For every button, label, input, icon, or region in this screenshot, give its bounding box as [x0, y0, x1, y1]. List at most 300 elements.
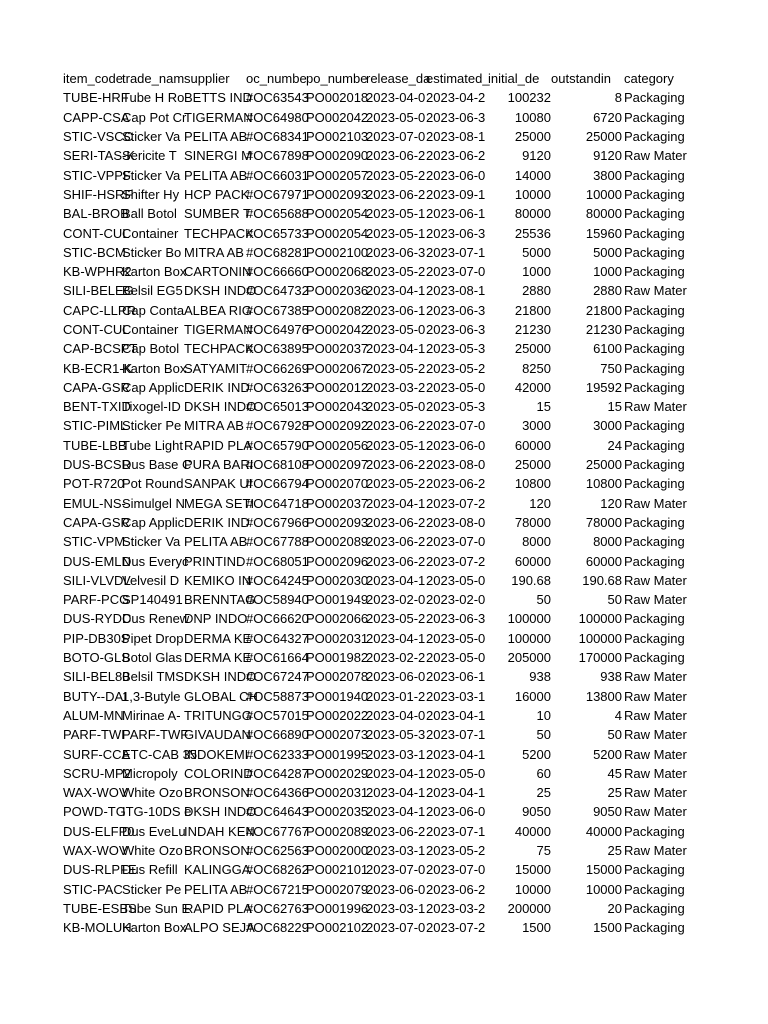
table-cell: Packaging	[624, 264, 685, 280]
table-cell: 8	[614, 90, 622, 106]
table-cell: 5200	[522, 746, 551, 762]
table-cell: PARF-PCG	[63, 592, 130, 608]
table-cell: 4	[614, 707, 622, 723]
table-cell: 2023-06-2	[366, 534, 426, 550]
table-cell: Packaging	[624, 167, 685, 183]
table-cell: Packaging	[624, 302, 685, 318]
table-cell: 2023-05-2	[366, 167, 426, 183]
table-cell: 2023-07-2	[426, 920, 486, 936]
table-cell: PO001982	[306, 650, 369, 666]
table-cell: Tube H Ro	[122, 90, 185, 106]
table-cell: KB-MOLUH	[63, 920, 132, 936]
table-cell: KB-WPHR2	[63, 264, 132, 280]
table-cell: Packaging	[624, 244, 685, 260]
table-cell: #OC64980	[246, 109, 309, 125]
table-cell: 2023-03-1	[366, 843, 426, 859]
table-cell: #OC66620	[246, 611, 309, 627]
table-cell: PO002000	[306, 843, 369, 859]
table-cell: 190.68	[511, 572, 551, 588]
header-cell: supplier	[184, 71, 230, 87]
table-cell: 10000	[514, 186, 551, 202]
table-cell: PO002037	[306, 341, 369, 357]
table-cell: Packaging	[624, 823, 685, 839]
table-cell: 2023-05-2	[426, 843, 486, 859]
table-cell: Packaging	[624, 920, 685, 936]
table-row	[63, 783, 763, 802]
table-cell: SP140491	[122, 592, 183, 608]
table-row	[63, 918, 763, 937]
table-cell: Packaging	[624, 90, 685, 106]
table-cell: 21800	[514, 302, 551, 318]
table-cell: PARF-TWF	[63, 727, 130, 743]
table-row	[63, 165, 763, 184]
table-cell: #OC64287	[246, 765, 309, 781]
table-cell: 10080	[514, 109, 551, 125]
table-row	[63, 899, 763, 918]
table-cell: PO002073	[306, 727, 369, 743]
table-cell: #OC58940	[246, 592, 309, 608]
table-cell: Velvesil D	[122, 572, 180, 588]
table-cell: #OC63895	[246, 341, 309, 357]
table-row	[63, 262, 763, 281]
table-cell: 2023-06-3	[426, 611, 486, 627]
table-cell: 120	[600, 495, 622, 511]
table-cell: Packaging	[624, 379, 685, 395]
table-cell: TRITUNGG	[184, 707, 252, 723]
table-cell: Packaging	[624, 553, 685, 569]
table-cell: 2023-07-0	[426, 418, 486, 434]
table-row	[63, 590, 763, 609]
table-cell: 10	[536, 707, 551, 723]
table-cell: 80000	[585, 206, 622, 222]
table-cell: Container	[122, 225, 179, 241]
table-cell: Packaging	[624, 360, 685, 376]
table-cell: DUS-EMLN	[63, 553, 131, 569]
table-cell: 2023-05-0	[426, 630, 486, 646]
table-cell: Packaging	[624, 129, 685, 145]
table-cell: PO002100	[306, 244, 369, 260]
table-body	[63, 88, 763, 937]
header-cell: category	[624, 71, 674, 87]
table-cell: 2023-04-1	[366, 283, 426, 299]
table-cell: DKSH INDO	[184, 804, 257, 820]
table-cell: Raw Mater	[624, 572, 687, 588]
table-cell: Shifter Hy	[122, 186, 180, 202]
table-cell: Packaging	[624, 611, 685, 627]
table-cell: PO002054	[306, 225, 369, 241]
table-cell: SILI-BELEG	[63, 283, 134, 299]
table-cell: PO002101	[306, 862, 369, 878]
table-cell: Botol Glas	[122, 650, 182, 666]
table-cell: 2023-03-2	[366, 379, 426, 395]
table-cell: Raw Mater	[624, 804, 687, 820]
table-cell: Dus Refill	[122, 862, 178, 878]
table-cell: 15	[536, 399, 551, 415]
table-cell: PO002036	[306, 283, 369, 299]
table-row	[63, 551, 763, 570]
table-cell: 25000	[585, 129, 622, 145]
table-cell: 50	[536, 592, 551, 608]
table-cell: Packaging	[624, 476, 685, 492]
table-cell: Pot Round	[122, 476, 184, 492]
table-cell: 2023-06-2	[366, 553, 426, 569]
table-cell: #OC68341	[246, 129, 309, 145]
table-cell: PO001995	[306, 746, 369, 762]
table-cell: #OC67247	[246, 669, 309, 685]
table-cell: 21230	[514, 322, 551, 337]
table-row	[63, 88, 763, 107]
table-cell: 2023-04-1	[366, 765, 426, 781]
table-cell: Raw Mater	[624, 148, 687, 164]
table-cell: PO002096	[306, 553, 369, 569]
table-cell: DERIK IND	[184, 379, 250, 395]
table-cell: 80000	[514, 206, 551, 222]
table-cell: 6100	[593, 341, 622, 357]
table-cell: STIC-VPM	[63, 534, 126, 550]
table-cell: #OC67788	[246, 534, 309, 550]
table-cell: CAPA-GSR	[63, 514, 130, 530]
table-cell: Mirinae A-	[122, 707, 181, 723]
table-cell: 2023-03-2	[426, 900, 486, 916]
table-cell: PO001949	[306, 592, 369, 608]
table-cell: CAPA-GSR	[63, 379, 130, 395]
table-cell: Sticker Va	[122, 167, 181, 183]
table-cell: #OC66660	[246, 264, 309, 280]
table-cell: #OC65790	[246, 437, 309, 453]
table-cell: 25536	[514, 225, 551, 241]
table-cell: PO002103	[306, 129, 369, 145]
table-cell: 2023-04-1	[426, 707, 486, 723]
table-cell: #OC58873	[246, 688, 309, 704]
table-cell: #OC68262	[246, 862, 309, 878]
table-cell: EMUL-NS-	[63, 495, 126, 511]
table-cell: PO002035	[306, 804, 369, 820]
table-cell: 2023-07-0	[426, 264, 486, 280]
table-row	[63, 609, 763, 628]
table-cell: ALPO SEJA	[184, 920, 255, 936]
table-cell: PO002031	[306, 630, 369, 646]
table-cell: #OC67898	[246, 148, 309, 164]
table-cell: BETTS IND	[184, 90, 252, 106]
table-cell: Karton Box	[122, 920, 187, 936]
table-cell: STIC-BCM	[63, 244, 126, 260]
table-cell: 2023-06-2	[366, 148, 426, 164]
table-cell: BRENNTAG	[184, 592, 256, 608]
table-cell: CAPP-CSA	[63, 109, 130, 125]
table-cell: DUS-RYDC	[63, 611, 132, 627]
table-cell: 2023-08-1	[426, 283, 486, 299]
table-cell: #OC68108	[246, 457, 309, 473]
table-cell: 2023-05-3	[426, 399, 486, 415]
table-cell: 10000	[585, 186, 622, 202]
table-cell: PO002031	[306, 785, 369, 801]
table-cell: PO002018	[306, 90, 369, 106]
table-cell: Sticker Bo	[122, 244, 182, 260]
table-cell: PO002089	[306, 823, 369, 839]
table-cell: GIVAUDAN	[184, 727, 251, 743]
table-cell: #OC64718	[246, 495, 309, 511]
table-row	[63, 841, 763, 860]
table-cell: #OC57015	[246, 707, 309, 723]
table-cell: 9120	[522, 148, 551, 164]
table-cell: 25000	[514, 129, 551, 145]
table-cell: 45	[607, 765, 622, 781]
table-cell: 2023-06-3	[366, 244, 426, 260]
table-cell: 1,3-Butyle	[122, 688, 181, 704]
table-cell: Raw Mater	[624, 592, 687, 608]
table-cell: 9050	[593, 804, 622, 820]
table-cell: 2023-04-1	[366, 785, 426, 801]
table-cell: 8000	[522, 534, 551, 550]
table-cell: 15	[607, 399, 622, 415]
table-cell: DUS-BCSR	[63, 457, 131, 473]
table-cell: 16000	[514, 688, 551, 704]
table-cell: PO002057	[306, 167, 369, 183]
table-cell: PO002092	[306, 418, 369, 434]
table-cell: 1000	[593, 264, 622, 280]
table-cell: 2023-04-1	[366, 341, 426, 357]
table-cell: DKSH INDO	[184, 399, 257, 415]
table-cell: 50	[607, 592, 622, 608]
table-cell: TIGERMAN	[184, 109, 253, 125]
table-cell: PO002070	[306, 476, 369, 492]
table-cell: CARTONIN	[184, 264, 252, 280]
table-cell: #OC62563	[246, 843, 309, 859]
table-cell: Tube Light	[122, 437, 183, 453]
table-cell: KEMIKO IN	[184, 572, 252, 588]
table-cell: 3800	[593, 167, 622, 183]
table-cell: 750	[600, 360, 622, 376]
table-cell: 21230	[585, 322, 622, 337]
table-cell: PO002012	[306, 379, 369, 395]
table-cell: 3000	[522, 418, 551, 434]
table-cell: 10800	[585, 476, 622, 492]
table-cell: PO002022	[306, 707, 369, 723]
table-cell: TUBE-HRF	[63, 90, 129, 106]
table-cell: 2023-04-1	[366, 572, 426, 588]
table-cell: Raw Mater	[624, 843, 687, 859]
table-cell: 2023-04-1	[366, 495, 426, 511]
table-cell: #OC67767	[246, 823, 309, 839]
table-cell: 100000	[578, 611, 622, 627]
table-row	[63, 339, 763, 358]
table-cell: 2023-03-1	[366, 746, 426, 762]
table-cell: PO002093	[306, 514, 369, 530]
table-cell: 2023-06-0	[426, 167, 486, 183]
table-row	[63, 687, 763, 706]
table-row	[63, 648, 763, 667]
table-cell: Container	[122, 322, 179, 337]
table-cell: BUTY--DAI	[63, 688, 127, 704]
table-cell: 2023-03-1	[366, 900, 426, 916]
table-cell: ITG-10DS e	[122, 804, 192, 820]
table-cell: #OC63263	[246, 379, 309, 395]
table-cell: 2023-05-0	[426, 572, 486, 588]
table-cell: 2023-07-2	[426, 495, 486, 511]
table-cell: #OC64732	[246, 283, 309, 299]
table-cell: #OC67385	[246, 302, 309, 318]
table-cell: 8000	[593, 534, 622, 550]
table-row	[63, 146, 763, 165]
table-cell: 14000	[514, 167, 551, 183]
table-row	[63, 571, 763, 590]
table-cell: SERI-TAS-K	[63, 148, 135, 164]
table-cell: 2023-06-0	[426, 437, 486, 453]
table-cell: 2023-06-1	[426, 206, 486, 222]
table-cell: 938	[529, 669, 551, 685]
table-cell: DKSH INDO	[184, 669, 257, 685]
table-cell: Packaging	[624, 862, 685, 878]
table-cell: TECHPACK	[184, 341, 254, 357]
table-cell: 5000	[593, 244, 622, 260]
table-cell: 2023-05-3	[426, 341, 486, 357]
table-cell: PO002078	[306, 669, 369, 685]
table-cell: Sticker Va	[122, 129, 181, 145]
table-cell: #OC62333	[246, 746, 309, 762]
table-cell: 2023-06-0	[366, 881, 426, 897]
table-cell: 2023-08-0	[426, 457, 486, 473]
table-cell: Packaging	[624, 650, 685, 666]
table-row	[63, 185, 763, 204]
table-cell: 21800	[585, 302, 622, 318]
table-row	[63, 416, 763, 435]
table-row	[63, 629, 763, 648]
table-row	[63, 397, 763, 416]
table-cell: 2023-05-2	[366, 476, 426, 492]
table-cell: BAL-BROB	[63, 206, 129, 222]
table-cell: 13800	[585, 688, 622, 704]
table-cell: PO002067	[306, 360, 369, 376]
table-cell: 205000	[507, 650, 551, 666]
table-cell: 2023-06-3	[426, 225, 486, 241]
table-cell: 25	[607, 843, 622, 859]
table-cell: SILI-VLVDL	[63, 572, 131, 588]
table-cell: 120	[529, 495, 551, 511]
table-cell: Belsil TMS	[122, 669, 184, 685]
table-cell: ETC-CAB 35	[122, 746, 198, 762]
header-cell: oc_numbe	[246, 71, 307, 87]
table-cell: White Ozo	[122, 785, 183, 801]
table-cell: Sticker Va	[122, 534, 181, 550]
header-cell: trade_nam	[122, 71, 185, 87]
table-cell: BENT-TXID	[63, 399, 131, 415]
table-cell: BOTO-GLS	[63, 650, 130, 666]
table-cell: 2023-05-1	[366, 437, 426, 453]
table-cell: 2023-07-0	[426, 862, 486, 878]
table-cell: 2023-06-3	[426, 322, 486, 337]
table-cell: 2023-05-2	[366, 611, 426, 627]
table-cell: KALINGGA	[184, 862, 251, 878]
table-cell: 60000	[514, 553, 551, 569]
table-cell: Raw Mater	[624, 727, 687, 743]
table-cell: Pipet Drop	[122, 630, 184, 646]
table-cell: 2880	[593, 283, 622, 299]
table-cell: INDOKEMI	[184, 746, 249, 762]
header-cell: item_code	[63, 71, 123, 87]
table-cell: 2023-04-1	[366, 804, 426, 820]
table-cell: 60000	[514, 437, 551, 453]
table-cell: 2023-07-0	[366, 862, 426, 878]
table-cell: Cap Applic	[122, 514, 185, 530]
table-cell: POT-R720	[63, 476, 125, 492]
table-cell: ALUM-MN	[63, 707, 124, 723]
table-cell: PO002082	[306, 302, 369, 318]
table-cell: #OC65013	[246, 399, 309, 415]
table-row	[63, 494, 763, 513]
table-cell: 2023-08-0	[426, 514, 486, 530]
table-cell: DUS-ELFP0	[63, 823, 135, 839]
table-cell: DUS-RLPFE	[63, 862, 137, 878]
table-cell: 25	[536, 785, 551, 801]
table-cell: 2023-05-0	[426, 379, 486, 395]
table-cell: 2023-04-1	[366, 630, 426, 646]
table-cell: PIP-DB30S	[63, 630, 130, 646]
table-cell: #OC64366	[246, 785, 309, 801]
table-cell: ALBEA RIG	[184, 302, 252, 318]
table-row	[63, 706, 763, 725]
table-row	[63, 725, 763, 744]
table-cell: 50	[607, 727, 622, 743]
table-cell: 2023-06-2	[366, 457, 426, 473]
table-cell: Packaging	[624, 206, 685, 222]
table-cell: Raw Mater	[624, 688, 687, 704]
table-cell: Raw Mater	[624, 785, 687, 801]
table-cell: PO002030	[306, 572, 369, 588]
table-cell: #OC67215	[246, 881, 309, 897]
table-cell: DNP INDO	[184, 611, 248, 627]
table-cell: STIC-VSCC	[63, 129, 134, 145]
table-cell: Packaging	[624, 534, 685, 550]
table-cell: 3000	[593, 418, 622, 434]
table-cell: PO002029	[306, 765, 369, 781]
table-cell: 40000	[585, 823, 622, 839]
table-cell: 1000	[522, 264, 551, 280]
table-cell: CAPC-LLPR	[63, 302, 136, 318]
table-cell: PO002093	[306, 186, 369, 202]
table-cell: 2023-06-2	[366, 186, 426, 202]
table-cell: 15000	[585, 862, 622, 878]
table-cell: 50	[536, 727, 551, 743]
table-cell: 938	[600, 669, 622, 685]
table-cell: Raw Mater	[624, 707, 687, 723]
table-cell: 2023-06-2	[366, 418, 426, 434]
table-cell: SINERGI M	[184, 148, 252, 164]
table-cell: 9120	[593, 148, 622, 164]
table-cell: 9050	[522, 804, 551, 820]
table-cell: Packaging	[624, 186, 685, 202]
table-cell: Raw Mater	[624, 495, 687, 511]
table-cell: 20	[607, 900, 622, 916]
table-cell: Karton Box	[122, 360, 187, 376]
table-cell: Sticker Pe	[122, 881, 182, 897]
table-cell: Micropoly	[122, 765, 178, 781]
table-cell: PO002089	[306, 534, 369, 550]
table-cell: PELITA AB	[184, 881, 248, 897]
table-cell: 2023-04-1	[426, 746, 486, 762]
table-row	[63, 455, 763, 474]
table-cell: Packaging	[624, 109, 685, 125]
table-cell: PELITA AB	[184, 167, 248, 183]
table-cell: 2023-05-0	[366, 322, 426, 337]
table-cell: 6720	[593, 109, 622, 125]
table-cell: 2023-05-0	[426, 765, 486, 781]
spreadsheet-table	[63, 69, 763, 937]
table-cell: Sericite T	[122, 148, 177, 164]
header-cell: initial_de	[488, 71, 540, 87]
table-cell: PO002068	[306, 264, 369, 280]
table-cell: 2023-06-0	[366, 669, 426, 685]
table-cell: HCP PACK	[184, 186, 250, 202]
